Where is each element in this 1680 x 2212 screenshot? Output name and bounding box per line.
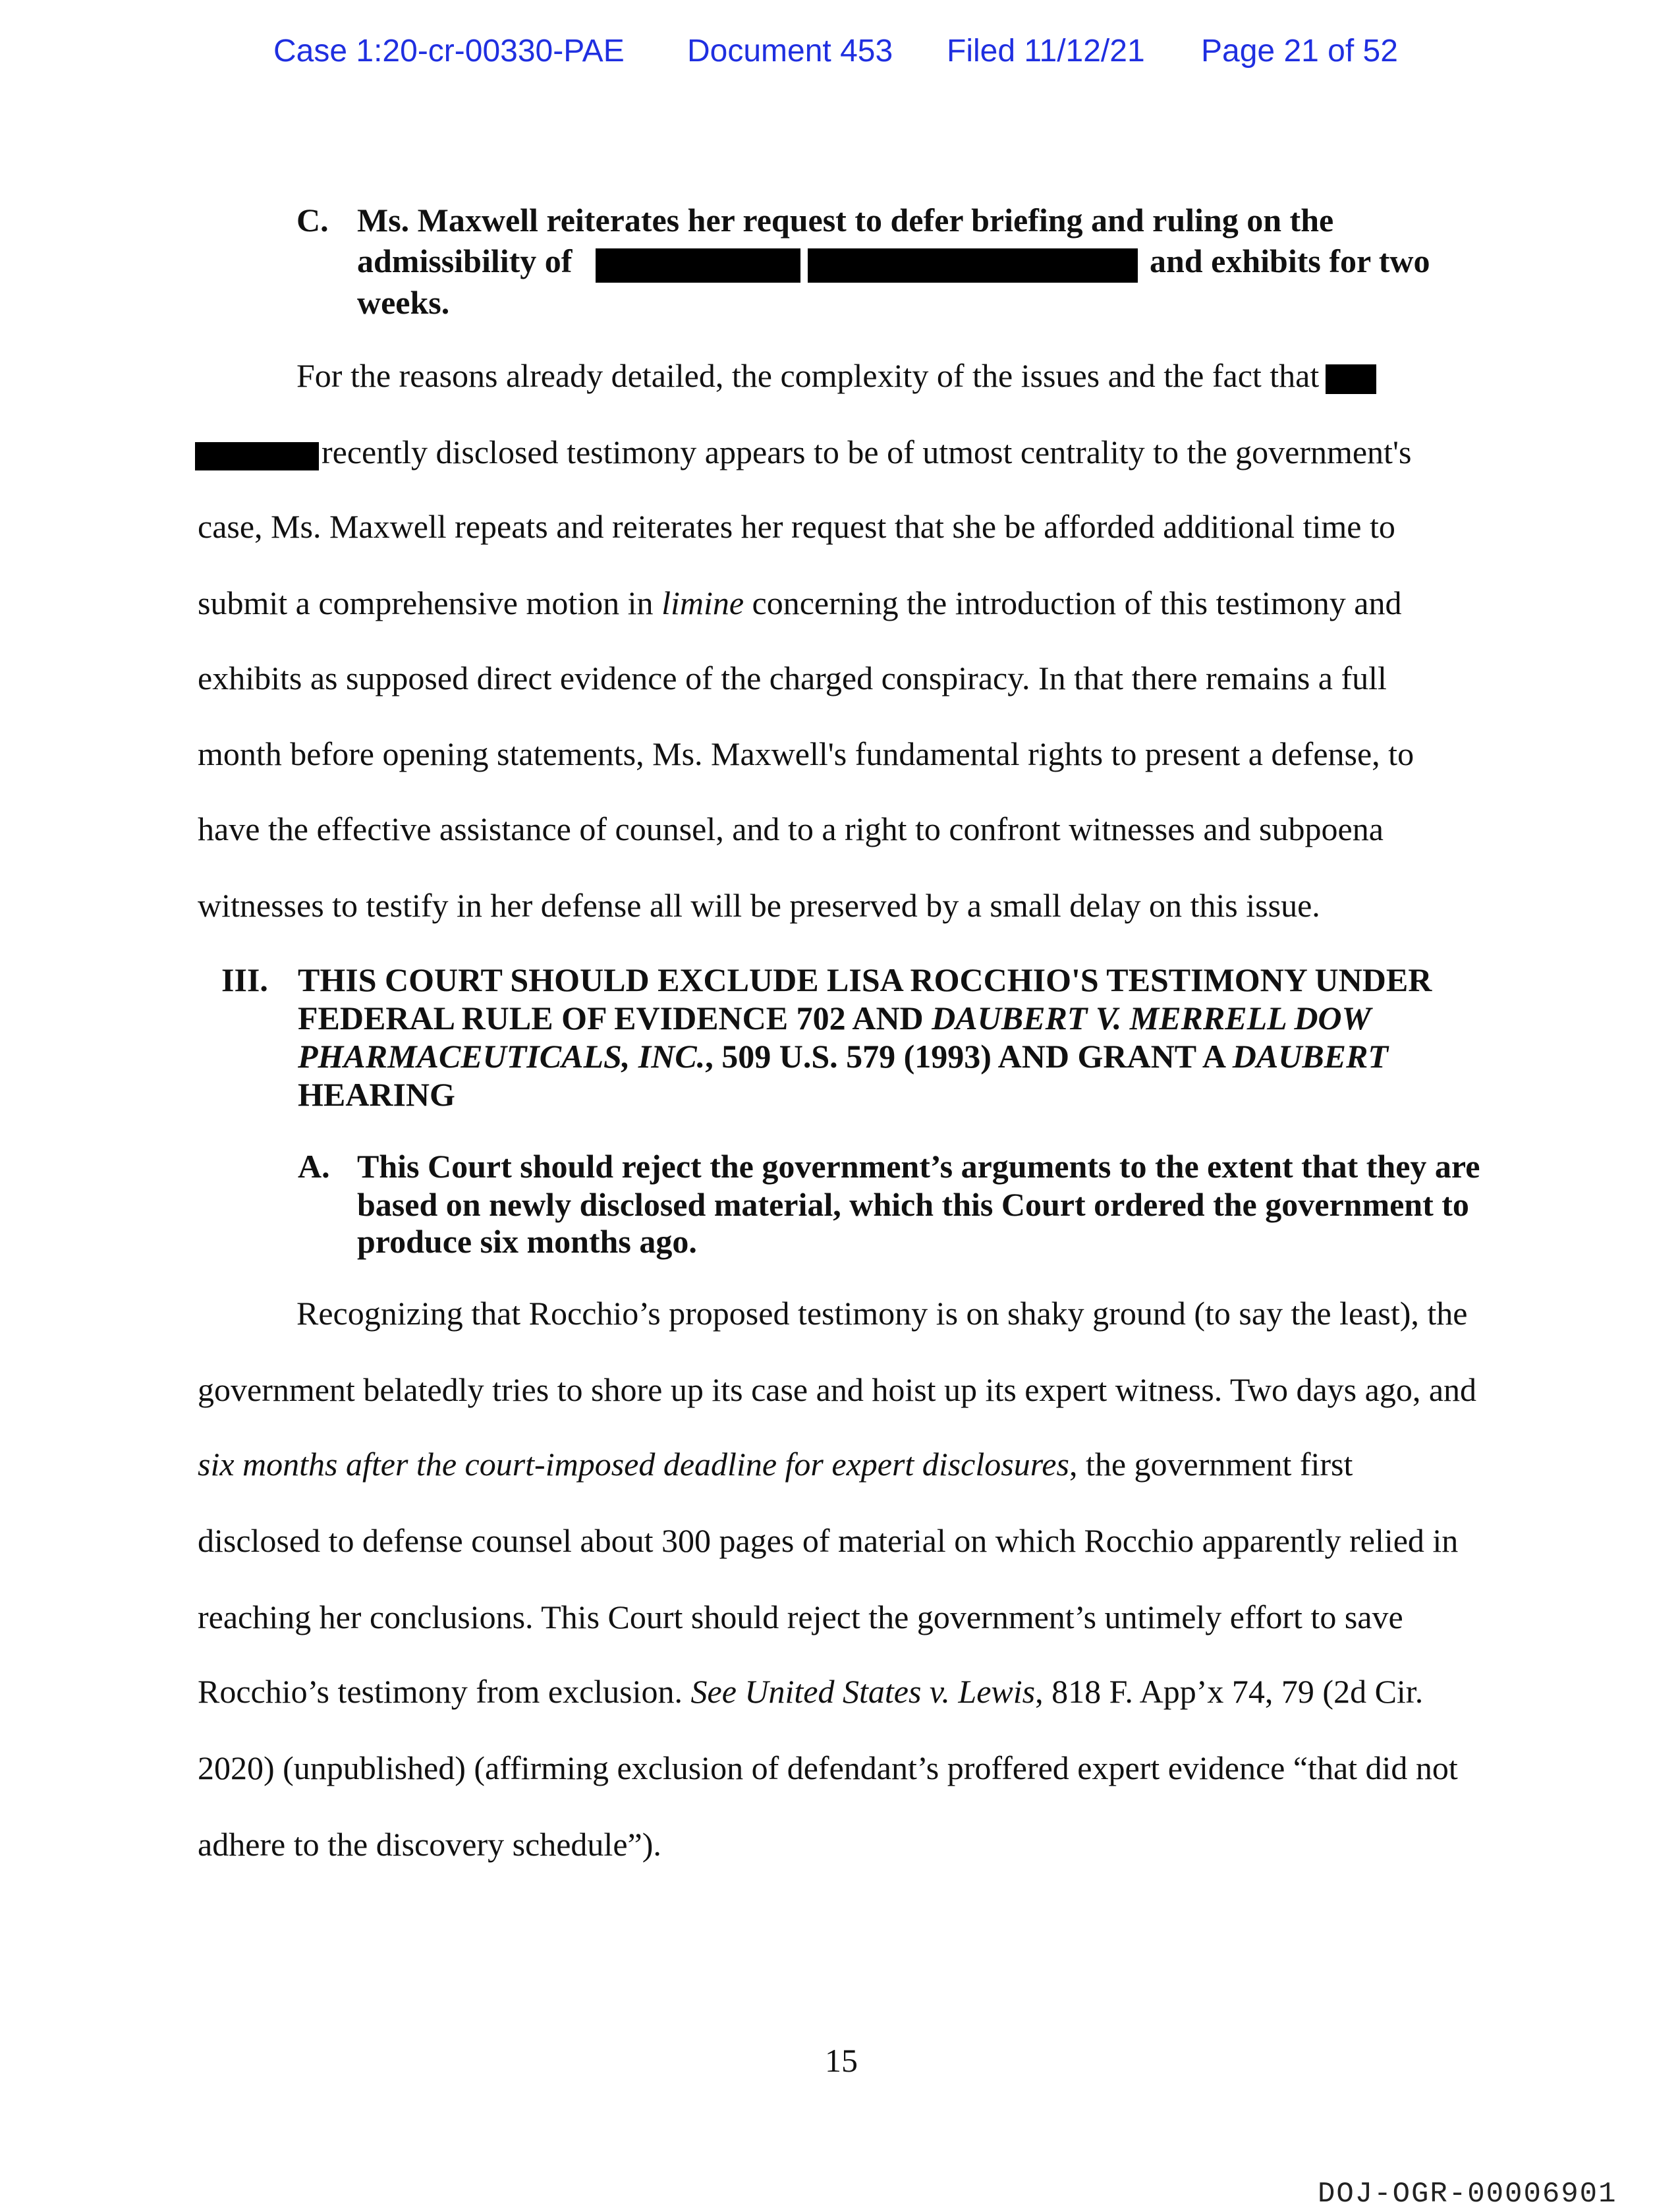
text: , 509 U.S. 579 (1993) AND GRANT A — [705, 1038, 1233, 1075]
section-c-heading-line: Ms. Maxwell reiterates her request to defer briefing and ruling on the — [357, 202, 1334, 239]
body-line: For the reasons already detailed, the complexity of the issues and the fact that — [296, 357, 1320, 394]
body-line: exhibits as supposed direct evidence of the charged conspiracy. In that there remains a full — [198, 660, 1387, 696]
body-line: witnesses to testify in her defense all will be preserved by a small delay on this issue. — [198, 887, 1320, 924]
italic-text: DAUBERT V. MERRELL DOW — [932, 1000, 1371, 1036]
section-iii-heading-line: THIS COURT SHOULD EXCLUDE LISA ROCCHIO'S TESTIMONY UNDER — [298, 961, 1432, 998]
section-c-heading-line: and exhibits for two — [1150, 242, 1430, 279]
body-line: month before opening statements, Ms. Maxwell's fundamental rights to present a defense, to — [198, 735, 1414, 772]
body-line: have the effective assistance of counsel, and to a right to confront witnesses and subpoena — [198, 810, 1384, 847]
italic-text: DAUBERT — [1232, 1038, 1388, 1075]
body-line: government belatedly tries to shore up its case and hoist up its expert witness. Two days ago, and — [198, 1371, 1477, 1408]
redaction-box — [195, 442, 319, 470]
text: concerning the introduction of this testimony and — [744, 584, 1402, 621]
header-page: Page 21 of 52 — [1201, 34, 1398, 69]
section-iii-heading-line — [298, 1000, 1371, 1036]
text: FEDERAL RULE OF EVIDENCE 702 AND — [298, 1000, 932, 1036]
redaction-box — [808, 248, 1138, 283]
body-line: reaching her conclusions. This Court should reject the government’s untimely effort to save — [198, 1599, 1403, 1635]
section-a-heading-line: based on newly disclosed material, which this Court ordered the government to — [357, 1186, 1469, 1223]
section-c-label: C. — [296, 202, 329, 239]
bates-number: DOJ-OGR-00006901 — [1318, 2178, 1617, 2211]
italic-text: six months after the court-imposed deadline for expert disclosures — [198, 1446, 1069, 1483]
redaction-box — [1326, 364, 1376, 394]
body-line — [198, 584, 1401, 621]
italic-text: limine — [661, 584, 744, 621]
section-a-heading-line: This Court should reject the government’s arguments to the extent that they are — [357, 1148, 1480, 1185]
section-c-heading-line: admissibility of — [357, 242, 573, 279]
section-c-heading-line: weeks. — [357, 284, 450, 321]
section-a-heading-line: produce six months ago. — [357, 1223, 697, 1260]
body-line — [198, 1446, 1353, 1483]
body-line: adhere to the discovery schedule”). — [198, 1826, 661, 1863]
text: Rocchio’s testimony from exclusion. — [198, 1673, 691, 1710]
header-case: Case 1:20-cr-00330-PAE — [273, 34, 625, 69]
section-iii-label: III. — [221, 961, 268, 998]
redaction-box — [596, 248, 800, 283]
body-line: recently disclosed testimony appears to be of utmost centrality to the government's — [322, 434, 1412, 470]
body-line: disclosed to defense counsel about 300 pages of material on which Rocchio apparently relied in — [198, 1522, 1459, 1559]
italic-text: PHARMACEUTICALS, INC. — [298, 1038, 706, 1075]
section-a-label: A. — [298, 1148, 330, 1185]
citation-italic: See United States v. Lewis — [690, 1673, 1036, 1710]
body-line: case, Ms. Maxwell repeats and reiterates her request that she be afforded additional time to — [198, 508, 1395, 545]
section-iii-heading-line — [298, 1038, 1388, 1075]
text: , 818 F. App’x 74, 79 (2d Cir. — [1035, 1673, 1424, 1710]
text: submit a comprehensive motion in — [198, 584, 662, 621]
page-number: 15 — [825, 2042, 858, 2079]
header-document: Document 453 — [687, 34, 893, 69]
section-iii-heading-line: HEARING — [298, 1076, 455, 1113]
body-line: 2020) (unpublished) (affirming exclusion of defendant’s proffered expert evidence “that did not — [198, 1749, 1458, 1786]
header-filed: Filed 11/12/21 — [947, 34, 1145, 69]
body-line: Recognizing that Rocchio’s proposed testimony is on shaky ground (to say the least), the — [296, 1295, 1468, 1332]
body-line — [198, 1673, 1423, 1710]
text: , the government first — [1069, 1446, 1353, 1483]
